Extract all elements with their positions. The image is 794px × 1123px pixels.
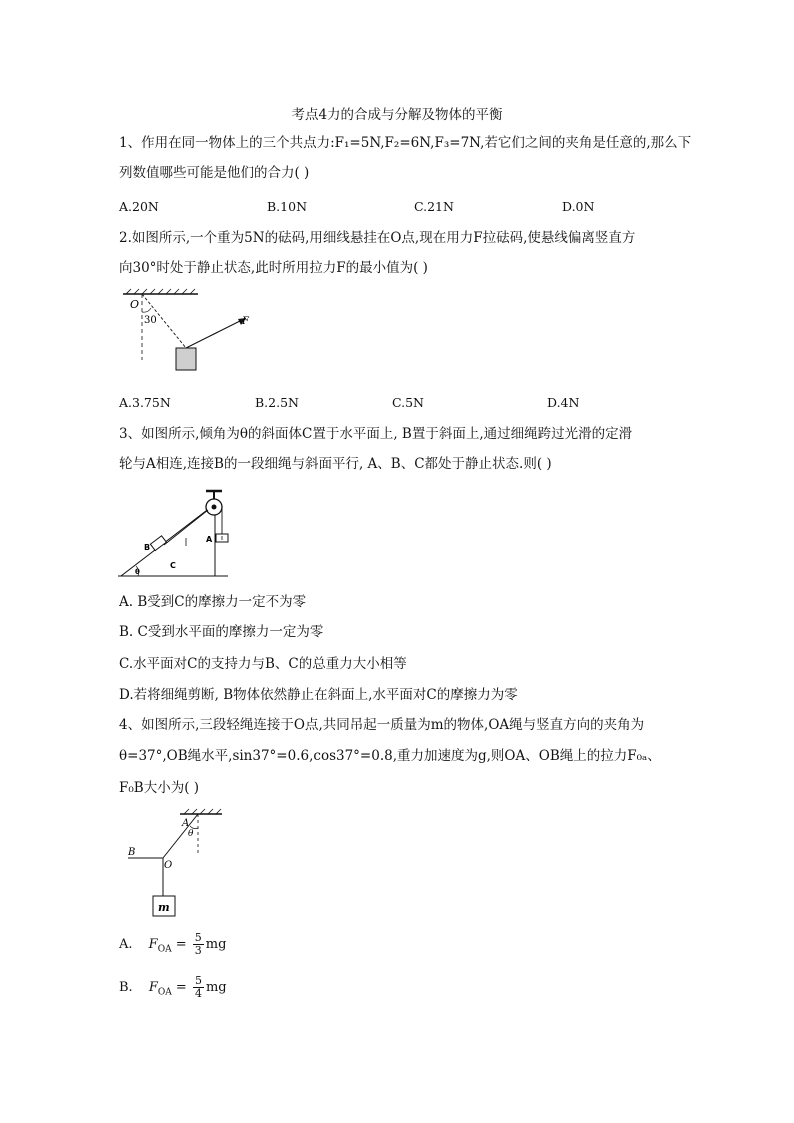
q3-option-d: D.若将细绳剪断, B物体依然静止在斜面上,水平面对C的摩擦力为零 xyxy=(119,687,518,703)
q1-option-b: B.10N xyxy=(267,199,308,214)
q4-option-b: B. $F_{OA}$ = $\frac{5}{4}$ mg xyxy=(119,974,227,1000)
q4-line1: 4、如图所示,三段轻绳连接于O点,共同吊起一质量为m的物体,OA绳与竖直方向的夹角为 xyxy=(119,717,645,733)
q2-label-o: O xyxy=(130,298,140,311)
q4-option-b-lhs: F xyxy=(148,980,158,995)
q4-option-b-denominator: 4 xyxy=(194,987,202,1000)
q1-option-c: C.21N xyxy=(414,199,454,214)
q3-option-c: C.水平面对C的支持力与B、C的总重力大小相等 xyxy=(119,656,407,672)
q2-line1: 2.如图所示,一个重为5N的砝码,用细线悬挂在O点,现在用力F拉砝码,使悬线偏离竖直方 xyxy=(119,230,636,246)
q4-option-a-sub: OA xyxy=(157,944,172,955)
q4-option-a-unit: mg xyxy=(205,937,227,952)
q4-line2: θ=37°,OB绳水平,sin37°=0.6,cos37°=0.8,重力加速度为g,则OA、OB绳上的拉力F₀ₐ、 xyxy=(119,748,661,764)
q2-figure xyxy=(118,288,258,378)
q4-option-a-prefix: A. xyxy=(119,937,133,952)
q4-option-a-numerator: 5 xyxy=(194,931,202,944)
q4-label-theta: θ xyxy=(188,829,194,839)
q2-option-c: C.5N xyxy=(392,395,424,410)
q4-line3: F₀B大小为( ) xyxy=(119,780,200,796)
q4-option-a-lhs: F xyxy=(148,937,158,952)
q4-option-b-numerator: 5 xyxy=(194,974,202,987)
q4-option-a-denominator: 3 xyxy=(194,944,202,957)
q2-option-b: B.2.5N xyxy=(255,395,299,410)
q4-label-m: m xyxy=(158,901,170,914)
q3-option-b: B. C受到水平面的摩擦力一定为零 xyxy=(119,624,324,640)
q4-label-o: O xyxy=(164,860,173,871)
page-title: 考点4力的合成与分解及物体的平衡 xyxy=(291,107,503,123)
q4-option-b-prefix: B. xyxy=(119,980,133,995)
q4-option-b-unit: mg xyxy=(205,980,227,995)
q2-label-f: F xyxy=(242,316,249,327)
q4-label-b: B xyxy=(128,847,136,858)
q3-figure xyxy=(118,486,238,581)
q3-label-theta: θ xyxy=(135,568,140,576)
q4-option-b-fraction xyxy=(193,975,204,1000)
q3-option-a: A. B受到C的摩擦力一定不为零 xyxy=(119,594,307,610)
q4-option-b-sub: OA xyxy=(157,987,172,998)
q4-figure xyxy=(118,806,228,921)
q1-line2: 列数值哪些可能是他们的合力( ) xyxy=(119,165,310,181)
q2-label-angle: 30 xyxy=(144,315,157,326)
q1-option-d: D.0N xyxy=(562,199,595,214)
q3-label-a: A xyxy=(206,535,213,544)
q4-option-a-fraction xyxy=(193,932,204,957)
q2-option-a: A.3.75N xyxy=(119,395,171,410)
q1-option-a: A.20N xyxy=(119,199,159,214)
q1-line1: 1、作用在同一物体上的三个共点力:F₁=5N,F₂=6N,F₃=7N,若它们之间的夹角是任意的,那么下 xyxy=(119,135,692,151)
q3-label-c: C xyxy=(170,561,176,570)
q4-label-a: A xyxy=(182,818,190,829)
q4-option-a: A. $F_{OA}$ = $\frac{5}{3}$ mg xyxy=(119,931,227,957)
q3-line1: 3、如图所示,倾角为θ的斜面体C置于水平面上, B置于斜面上,通过细绳跨过光滑的定滑 xyxy=(119,426,633,442)
q2-option-d: D.4N xyxy=(547,395,580,410)
q2-line2: 向30°时处于静止状态,此时所用拉力F的最小值为( ) xyxy=(119,260,428,276)
q3-label-b: B xyxy=(144,543,151,552)
q3-line2: 轮与A相连,连接B的一段细绳与斜面平行, A、B、C都处于静止状态.则( ) xyxy=(119,456,552,472)
